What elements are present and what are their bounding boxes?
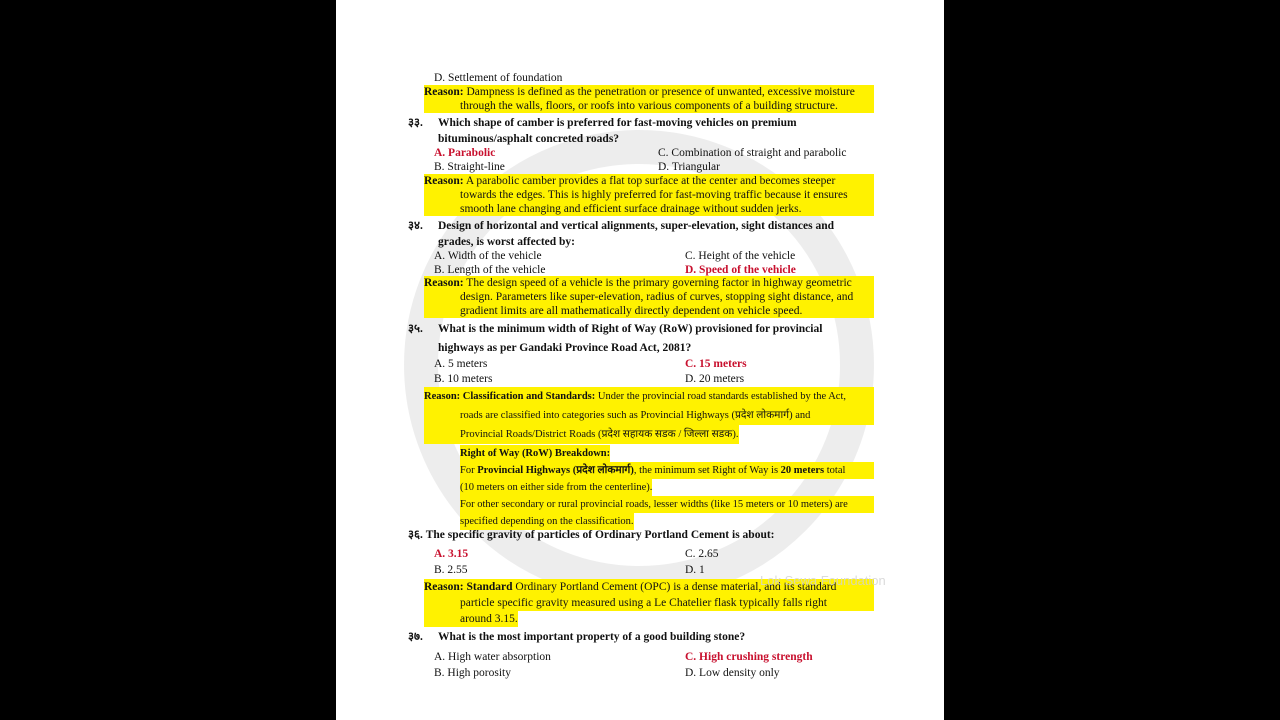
document-page bbox=[336, 0, 944, 720]
option-d: D. 1 bbox=[685, 564, 705, 576]
option-b: B. 2.55 bbox=[434, 564, 468, 576]
question-35: ३५. What is the minimum width of Right of Way (RoW) provisioned for provincial highways as per Gandaki Province Road Act, 2081? bbox=[408, 323, 823, 354]
option-b: B. 10 meters bbox=[434, 373, 493, 385]
option-d: D. Low density only bbox=[685, 667, 780, 679]
option-b: B. High porosity bbox=[434, 667, 511, 679]
option-d: D. Triangular bbox=[658, 161, 720, 173]
option-a: A. 3.15 bbox=[434, 548, 469, 560]
option-a: A. Width of the vehicle bbox=[434, 250, 542, 262]
option-c: C. 15 meters bbox=[685, 358, 747, 370]
option-b: B. Length of the vehicle bbox=[434, 264, 546, 276]
question-37: ३७. What is the most important property of a good building stone? bbox=[408, 631, 746, 643]
option-d: D. Speed of the vehicle bbox=[685, 264, 796, 276]
option-c: C. Combination of straight and parabolic bbox=[658, 147, 847, 159]
question-34: ३४. Design of horizontal and vertical alignments, super-elevation, sight distances and grades, is worst affected by: bbox=[408, 220, 835, 248]
reason-block: Reason: A parabolic camber provides a flat top surface at the center and becomes steeper towards the edges. This is highly preferred for fast-moving traffic because it ensures smooth lane changing and efficient surface drainage without sudden jerks. bbox=[424, 174, 874, 216]
option-d: D. Settlement of foundation bbox=[434, 72, 563, 84]
reason-block: Reason: Standard Ordinary Portland Cement (OPC) is a dense material, and its standard particle specific gravity measured using a Le Chatelier flask typically falls right around 3.15. bbox=[424, 579, 874, 627]
reason-block: Reason: Dampness is defined as the penetration or presence of unwanted, excessive moisture through the walls, floors, or roofs into various components of a building structure. bbox=[424, 85, 874, 113]
option-d: D. 20 meters bbox=[685, 373, 745, 385]
option-a: A. 5 meters bbox=[434, 358, 488, 370]
option-c: C. Height of the vehicle bbox=[685, 250, 796, 262]
watermark-text: Lok Sewa Foundation bbox=[760, 573, 886, 588]
row-breakdown: Right of Way (RoW) Breakdown: For Provincial Highways (प्रदेश लोकमार्ग), the minimum set Right of Way is 20 meters total (10 meters on either side from the centerline). For other secondary or rural provincial roads, lesser widths (like 15 meters or 10 meters) are specified depending on the classification. bbox=[460, 445, 874, 530]
question-33: ३३. Which shape of camber is preferred for fast-moving vehicles on premium bituminous/asphalt concreted roads? bbox=[408, 117, 797, 145]
option-c: C. High crushing strength bbox=[685, 651, 813, 663]
option-b: B. Straight-line bbox=[434, 161, 505, 173]
question-36: ३६. The specific gravity of particles of Ordinary Portland Cement is about: bbox=[408, 529, 775, 541]
option-a: A. Parabolic bbox=[434, 147, 496, 159]
reason-block: Reason: Classification and Standards: Under the provincial road standards established by the Act, roads are classified into categories such as Provincial Highways (प्रदेश लोकमार्ग) and Provincial Roads/District Roads (प्रदेश सहायक सडक / जिल्ला सडक). bbox=[424, 387, 874, 444]
reason-block: Reason: The design speed of a vehicle is the primary governing factor in highway geometric design. Parameters like super-elevation, radius of curves, stopping sight distance, and gradient limits are all mathematically directly dependent on vehicle speed. bbox=[424, 276, 874, 318]
option-c: C. 2.65 bbox=[685, 548, 719, 560]
option-a: A. High water absorption bbox=[434, 651, 551, 663]
